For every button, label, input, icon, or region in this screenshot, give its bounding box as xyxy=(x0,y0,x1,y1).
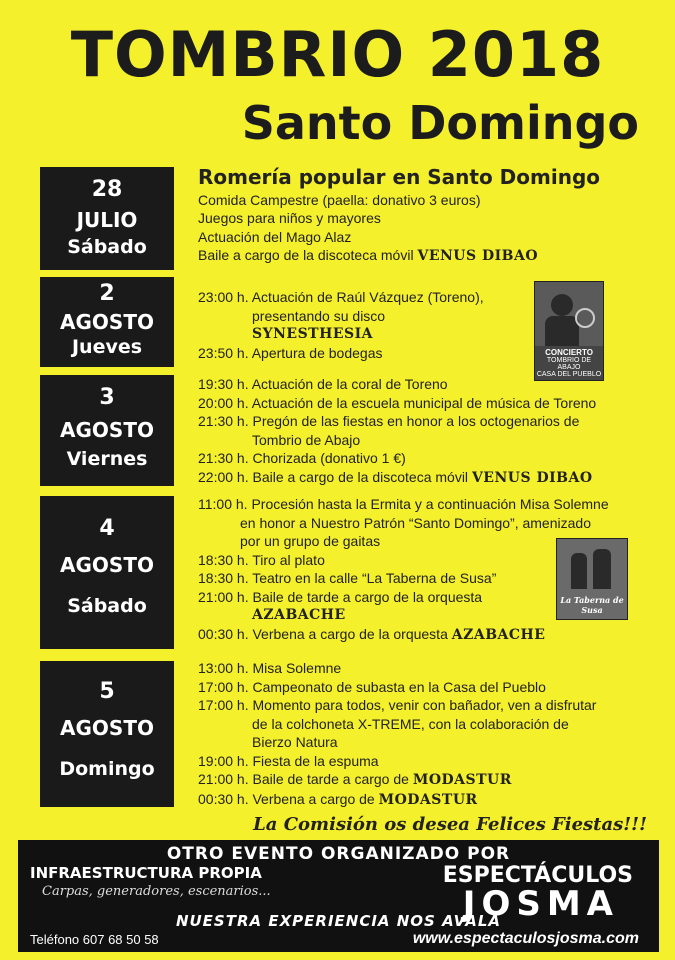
date-number: 4 xyxy=(99,516,115,541)
schedule-section-5 xyxy=(198,659,655,809)
date-month: AGOSTO xyxy=(60,553,154,577)
poster-caption: TOMBRIO DE ABAJO xyxy=(546,357,592,371)
concert-poster-image xyxy=(534,281,604,381)
performer-name: AZABACHE xyxy=(252,607,346,623)
schedule-line: 21:30 h. Pregón de las fiestas en honor a los octogenarios de xyxy=(198,413,580,429)
date-number: 28 xyxy=(91,177,123,202)
schedule-line: presentando su disco xyxy=(252,307,386,324)
date-box-2-agosto xyxy=(40,277,174,367)
schedule-line xyxy=(198,790,655,810)
date-number: 3 xyxy=(99,385,115,410)
schedule-line: de la colchoneta X-TREME, con la colaboración de xyxy=(252,715,569,732)
schedule-line: 11:00 h. Procesión hasta la Ermita y a continuación Misa Solemne xyxy=(198,496,609,512)
banner-brand-top: ESPECTÁCULOS xyxy=(442,863,633,888)
banner-phone: Teléfono 607 68 50 58 xyxy=(30,932,159,947)
schedule-line: Comida Campestre (paella: donativo 3 euros) xyxy=(198,191,481,208)
schedule-line: 13:00 h. Misa Solemne xyxy=(198,660,342,676)
schedule-line: 17:00 h. Campeonato de subasta en la Casa del Pueblo xyxy=(198,678,546,695)
line-text: 21:00 h. Baile de tarde a cargo de xyxy=(198,771,413,787)
schedule-section-3 xyxy=(198,375,655,487)
schedule-line: Actuación del Mago Alaz xyxy=(198,228,352,245)
date-number: 5 xyxy=(99,679,115,704)
schedule-line xyxy=(198,246,655,266)
section-heading: Romería popular en Santo Domingo xyxy=(198,165,601,189)
theatre-poster-image xyxy=(556,538,628,620)
banner-heading: OTRO EVENTO ORGANIZADO POR xyxy=(166,844,511,864)
date-weekday: Sábado xyxy=(67,236,147,258)
performer-name: VENUS DIBAO xyxy=(471,469,593,486)
date-weekday: Viernes xyxy=(66,448,148,470)
line-text: 00:30 h. Verbena a cargo de la orquesta xyxy=(198,625,452,642)
schedule-section-1 xyxy=(198,165,655,266)
date-box-4-agosto xyxy=(40,496,174,649)
date-weekday: Domingo xyxy=(59,758,155,780)
schedule-line: 18:30 h. Teatro en la calle “La Taberna de Susa” xyxy=(198,570,497,586)
date-month: AGOSTO xyxy=(60,310,154,334)
performer-name: MODASTUR xyxy=(412,772,512,788)
actors-photo xyxy=(557,549,627,591)
schedule-line: 17:00 h. Momento para todos, venir con bañador, ven a disfrutar xyxy=(198,697,597,713)
schedule-line: Bierzo Natura xyxy=(252,734,338,750)
banner-brand-logo: JOSMA xyxy=(462,884,619,924)
schedule-line: 21:00 h. Baile de tarde a cargo de la orquesta xyxy=(198,588,483,605)
schedule-line: Tombrio de Abajo xyxy=(252,431,361,448)
sponsor-banner xyxy=(18,840,659,952)
line-text: Baile a cargo de la discoteca móvil xyxy=(198,247,418,263)
performer-name: MODASTUR xyxy=(378,791,478,808)
date-number: 2 xyxy=(99,281,115,306)
schedule-line: 20:00 h. Actuación de la escuela municipal de música de Toreno xyxy=(198,394,597,411)
date-month: JULIO xyxy=(76,208,138,232)
banner-website: www.espectaculosjosma.com xyxy=(412,930,639,947)
schedule-line xyxy=(198,770,655,790)
schedule-line: 23:50 h. Apertura de bodegas xyxy=(198,344,383,361)
poster-subtitle: Santo Domingo xyxy=(241,96,639,150)
date-month: AGOSTO xyxy=(60,716,154,740)
musician-photo xyxy=(535,282,603,346)
schedule-line xyxy=(198,625,655,645)
banner-services: Carpas, generadores, escenarios... xyxy=(42,884,271,899)
date-month: AGOSTO xyxy=(60,418,154,442)
banner-slogan: NUESTRA EXPERIENCIA NOS AVALA xyxy=(175,912,502,930)
schedule-line: en honor a Nuestro Patrón “Santo Domingo”, amenizado xyxy=(240,514,591,531)
poster-title: TOMBRIO 2018 xyxy=(70,18,605,91)
schedule-line xyxy=(198,468,655,488)
performer-name: AZABACHE xyxy=(451,626,546,643)
poster-caption: CONCIERTO xyxy=(545,348,593,357)
schedule-line: 19:00 h. Fiesta de la espuma xyxy=(198,752,379,769)
schedule-line: 23:00 h. Actuación de Raúl Vázquez (Toreno), xyxy=(198,289,484,305)
schedule-line: 19:30 h. Actuación de la coral de Toreno xyxy=(198,376,448,392)
date-weekday: Sábado xyxy=(67,595,147,617)
schedule-line: 21:30 h. Chorizada (donativo 1 €) xyxy=(198,450,406,466)
line-text: 22:00 h. Baile a cargo de la discoteca móvil xyxy=(198,468,472,485)
schedule-line: por un grupo de gaitas xyxy=(240,533,381,549)
date-box-3-agosto xyxy=(40,375,174,486)
performer-name: VENUS DIBAO xyxy=(417,248,539,264)
closing-message: La Comisión os desea Felices Fiestas!!! xyxy=(253,814,647,835)
schedule-line: 18:30 h. Tiro al plato xyxy=(198,551,325,568)
line-text: 00:30 h. Verbena a cargo de xyxy=(198,790,379,807)
schedule-line: Juegos para niños y mayores xyxy=(198,210,381,226)
date-box-28-julio xyxy=(40,167,174,270)
date-weekday: Jueves xyxy=(71,336,143,358)
date-box-5-agosto xyxy=(40,661,174,807)
poster-caption: La Taberna de Susa xyxy=(560,595,624,615)
banner-infra: INFRAESTRUCTURA PROPIA xyxy=(30,864,262,882)
poster-caption: CASA DEL PUEBLO xyxy=(536,371,602,378)
album-name: SYNESTHESIA xyxy=(252,326,374,342)
